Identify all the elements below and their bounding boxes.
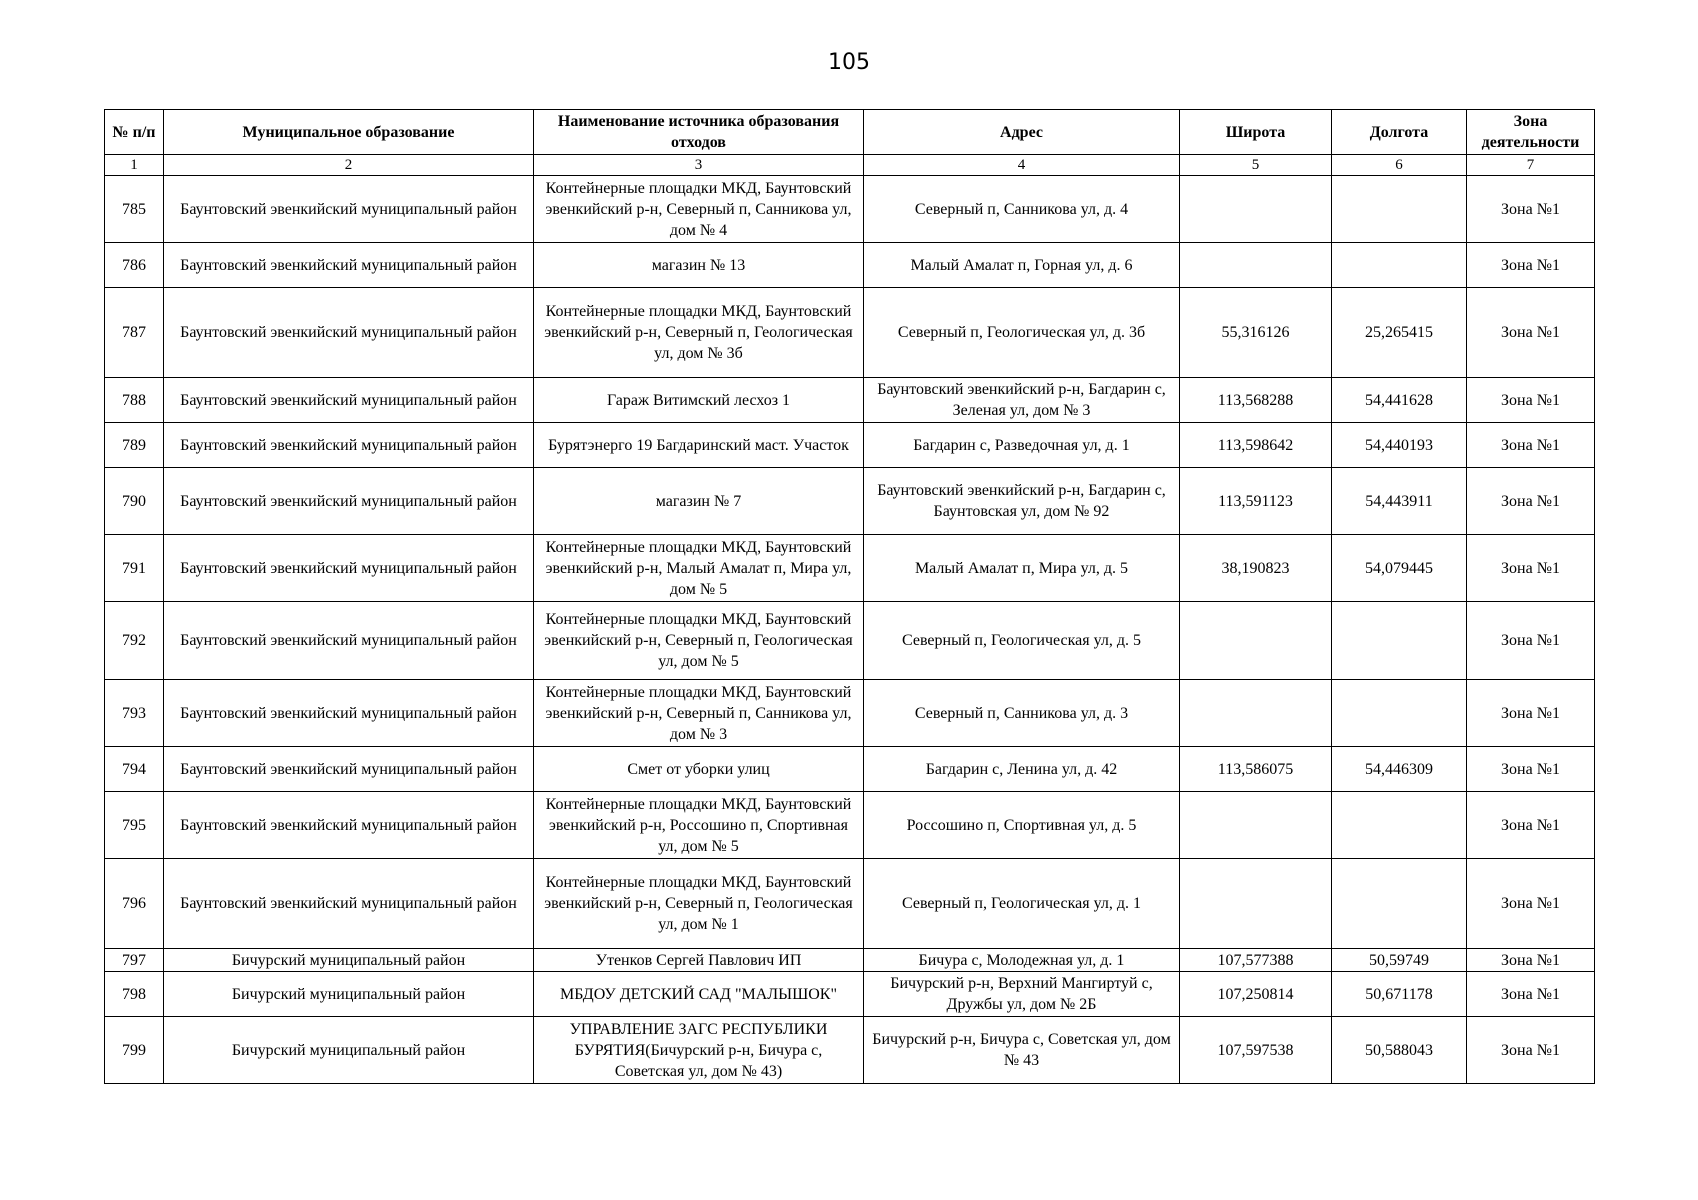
table-row (105, 747, 1595, 792)
header-cell-address: Адрес (864, 110, 1180, 155)
cell-municipality: Баунтовский эвенкийский муниципальный район (164, 747, 534, 792)
header-cell-number: № п/п (105, 110, 164, 155)
cell-source-name: Утенков Сергей Павлович ИП (534, 949, 864, 972)
cell-latitude (1180, 792, 1332, 859)
cell-source-name: Контейнерные площадки МКД, Баунтовский эвенкийский р-н, Северный п, Геологическая ул, дом № 5 (534, 602, 864, 680)
cell-zone: Зона №1 (1467, 747, 1595, 792)
cell-municipality: Баунтовский эвенкийский муниципальный район (164, 468, 534, 535)
cell-longitude: 50,671178 (1332, 972, 1467, 1017)
cell-source-name: Гараж Витимский лесхоз 1 (534, 378, 864, 423)
cell-zone: Зона №1 (1467, 288, 1595, 378)
cell-longitude (1332, 859, 1467, 949)
cell-number: 793 (105, 680, 164, 747)
column-number: 6 (1332, 155, 1467, 176)
cell-longitude (1332, 680, 1467, 747)
cell-source-name: Контейнерные площадки МКД, Баунтовский эвенкийский р-н, Малый Амалат п, Мира ул, дом № 5 (534, 535, 864, 602)
cell-zone: Зона №1 (1467, 468, 1595, 535)
cell-address: Баунтовский эвенкийский р-н, Багдарин с, Зеленая ул, дом № 3 (864, 378, 1180, 423)
cell-municipality: Баунтовский эвенкийский муниципальный район (164, 288, 534, 378)
cell-address: Северный п, Геологическая ул, д. 1 (864, 859, 1180, 949)
cell-longitude: 54,440193 (1332, 423, 1467, 468)
cell-zone: Зона №1 (1467, 423, 1595, 468)
header-cell-zone: Зона деятельности (1467, 110, 1595, 155)
cell-municipality: Баунтовский эвенкийский муниципальный район (164, 423, 534, 468)
table-row (105, 792, 1595, 859)
cell-zone: Зона №1 (1467, 859, 1595, 949)
column-number: 1 (105, 155, 164, 176)
cell-number: 796 (105, 859, 164, 949)
cell-address: Северный п, Санникова ул, д. 4 (864, 176, 1180, 243)
cell-longitude (1332, 176, 1467, 243)
cell-municipality: Баунтовский эвенкийский муниципальный район (164, 535, 534, 602)
cell-latitude (1180, 680, 1332, 747)
waste-sources-table (104, 109, 1595, 1084)
column-number: 5 (1180, 155, 1332, 176)
cell-latitude: 107,597538 (1180, 1017, 1332, 1084)
cell-latitude: 38,190823 (1180, 535, 1332, 602)
header-cell-source-name: Наименование источника образования отходов (534, 110, 864, 155)
cell-zone: Зона №1 (1467, 792, 1595, 859)
cell-longitude (1332, 602, 1467, 680)
cell-source-name: Бурятэнерго 19 Багдаринский маст. Участок (534, 423, 864, 468)
cell-latitude (1180, 243, 1332, 288)
cell-longitude: 50,59749 (1332, 949, 1467, 972)
cell-zone: Зона №1 (1467, 680, 1595, 747)
cell-municipality: Бичурский муниципальный район (164, 1017, 534, 1084)
cell-municipality: Бичурский муниципальный район (164, 949, 534, 972)
table-row (105, 468, 1595, 535)
cell-number: 789 (105, 423, 164, 468)
cell-zone: Зона №1 (1467, 378, 1595, 423)
cell-address: Северный п, Геологическая ул, д. 3б (864, 288, 1180, 378)
cell-zone: Зона №1 (1467, 972, 1595, 1017)
cell-zone: Зона №1 (1467, 602, 1595, 680)
cell-number: 787 (105, 288, 164, 378)
cell-number: 799 (105, 1017, 164, 1084)
table-row (105, 243, 1595, 288)
cell-address: Баунтовский эвенкийский р-н, Багдарин с, Баунтовская ул, дом № 92 (864, 468, 1180, 535)
cell-latitude: 113,598642 (1180, 423, 1332, 468)
cell-zone: Зона №1 (1467, 1017, 1595, 1084)
cell-address: Северный п, Геологическая ул, д. 5 (864, 602, 1180, 680)
cell-zone: Зона №1 (1467, 243, 1595, 288)
cell-latitude (1180, 176, 1332, 243)
table-row (105, 972, 1595, 1017)
cell-longitude: 54,441628 (1332, 378, 1467, 423)
cell-municipality: Баунтовский эвенкийский муниципальный район (164, 243, 534, 288)
cell-address: Багдарин с, Ленина ул, д. 42 (864, 747, 1180, 792)
cell-zone: Зона №1 (1467, 176, 1595, 243)
column-number: 2 (164, 155, 534, 176)
cell-municipality: Бичурский муниципальный район (164, 972, 534, 1017)
cell-latitude: 107,577388 (1180, 949, 1332, 972)
column-number: 3 (534, 155, 864, 176)
cell-longitude: 54,443911 (1332, 468, 1467, 535)
cell-number: 792 (105, 602, 164, 680)
cell-source-name: Контейнерные площадки МКД, Баунтовский эвенкийский р-н, Северный п, Геологическая ул, дом № 1 (534, 859, 864, 949)
column-number: 4 (864, 155, 1180, 176)
cell-source-name: Контейнерные площадки МКД, Баунтовский эвенкийский р-н, Северный п, Санникова ул, дом № 3 (534, 680, 864, 747)
cell-source-name: МБДОУ ДЕТСКИЙ САД "МАЛЫШОК" (534, 972, 864, 1017)
table-header-row (105, 110, 1595, 155)
cell-longitude: 54,079445 (1332, 535, 1467, 602)
cell-latitude: 55,316126 (1180, 288, 1332, 378)
cell-number: 794 (105, 747, 164, 792)
cell-number: 795 (105, 792, 164, 859)
cell-number: 788 (105, 378, 164, 423)
cell-longitude: 54,446309 (1332, 747, 1467, 792)
cell-source-name: УПРАВЛЕНИЕ ЗАГС РЕСПУБЛИКИ БУРЯТИЯ(Бичурский р-н, Бичура с, Советская ул, дом № 43) (534, 1017, 864, 1084)
cell-municipality: Баунтовский эвенкийский муниципальный район (164, 792, 534, 859)
cell-number: 791 (105, 535, 164, 602)
cell-municipality: Баунтовский эвенкийский муниципальный район (164, 176, 534, 243)
cell-longitude (1332, 243, 1467, 288)
cell-number: 797 (105, 949, 164, 972)
table-row (105, 176, 1595, 243)
cell-address: Северный п, Санникова ул, д. 3 (864, 680, 1180, 747)
table-row (105, 423, 1595, 468)
header-cell-municipality: Муниципальное образование (164, 110, 534, 155)
cell-latitude (1180, 859, 1332, 949)
cell-address: Бичурский р-н, Бичура с, Советская ул, дом № 43 (864, 1017, 1180, 1084)
table-row (105, 378, 1595, 423)
cell-zone: Зона №1 (1467, 535, 1595, 602)
cell-latitude: 113,568288 (1180, 378, 1332, 423)
column-number: 7 (1467, 155, 1595, 176)
table-row (105, 535, 1595, 602)
table-row (105, 949, 1595, 972)
table-row (105, 859, 1595, 949)
table-row (105, 288, 1595, 378)
cell-source-name: Контейнерные площадки МКД, Баунтовский эвенкийский р-н, Северный п, Санникова ул, дом № 4 (534, 176, 864, 243)
cell-number: 785 (105, 176, 164, 243)
cell-longitude (1332, 792, 1467, 859)
cell-municipality: Баунтовский эвенкийский муниципальный район (164, 602, 534, 680)
cell-address: Бичурский р-н, Верхний Мангиртуй с, Дружбы ул, дом № 2Б (864, 972, 1180, 1017)
cell-latitude: 107,250814 (1180, 972, 1332, 1017)
cell-number: 790 (105, 468, 164, 535)
cell-address: Бичура с, Молодежная ул, д. 1 (864, 949, 1180, 972)
cell-address: Россошино п, Спортивная ул, д. 5 (864, 792, 1180, 859)
cell-source-name: магазин № 7 (534, 468, 864, 535)
cell-zone: Зона №1 (1467, 949, 1595, 972)
header-cell-longitude: Долгота (1332, 110, 1467, 155)
cell-longitude: 25,265415 (1332, 288, 1467, 378)
cell-source-name: магазин № 13 (534, 243, 864, 288)
cell-address: Малый Амалат п, Мира ул, д. 5 (864, 535, 1180, 602)
cell-source-name: Смет от уборки улиц (534, 747, 864, 792)
cell-municipality: Баунтовский эвенкийский муниципальный район (164, 680, 534, 747)
cell-latitude: 113,591123 (1180, 468, 1332, 535)
cell-latitude: 113,586075 (1180, 747, 1332, 792)
cell-source-name: Контейнерные площадки МКД, Баунтовский эвенкийский р-н, Россошино п, Спортивная ул, дом № 5 (534, 792, 864, 859)
table-row (105, 602, 1595, 680)
column-number-row (105, 155, 1595, 176)
cell-address: Малый Амалат п, Горная ул, д. 6 (864, 243, 1180, 288)
page-number: 105 (828, 50, 870, 75)
cell-number: 798 (105, 972, 164, 1017)
cell-municipality: Баунтовский эвенкийский муниципальный район (164, 859, 534, 949)
cell-longitude: 50,588043 (1332, 1017, 1467, 1084)
cell-municipality: Баунтовский эвенкийский муниципальный район (164, 378, 534, 423)
cell-number: 786 (105, 243, 164, 288)
table-row (105, 680, 1595, 747)
cell-address: Багдарин с, Разведочная ул, д. 1 (864, 423, 1180, 468)
table-row (105, 1017, 1595, 1084)
cell-latitude (1180, 602, 1332, 680)
cell-source-name: Контейнерные площадки МКД, Баунтовский эвенкийский р-н, Северный п, Геологическая ул, дом № 3б (534, 288, 864, 378)
header-cell-latitude: Широта (1180, 110, 1332, 155)
